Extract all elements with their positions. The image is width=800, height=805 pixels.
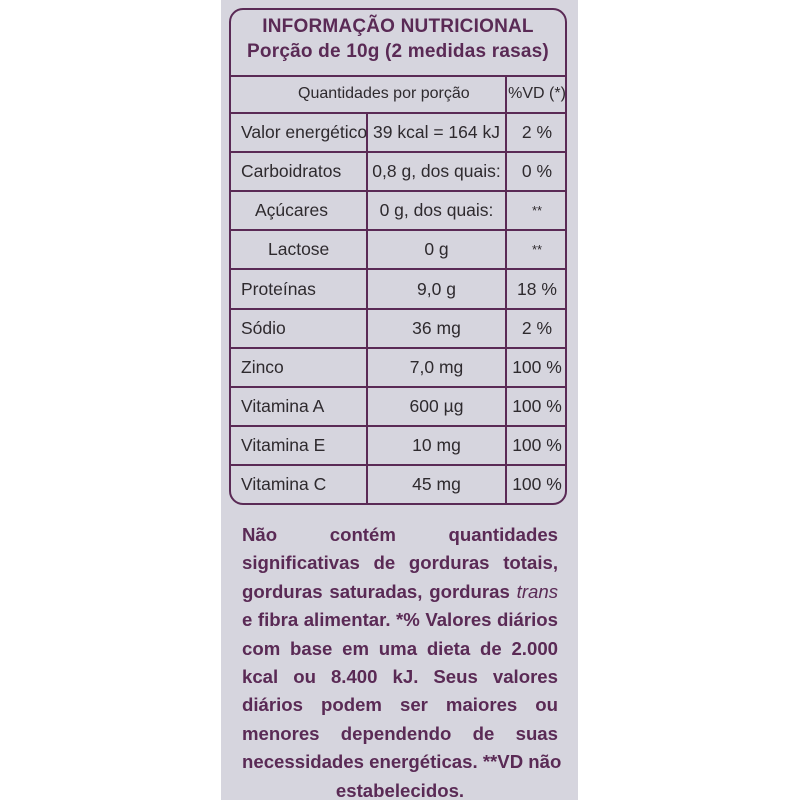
- nutrient-vd: **: [531, 203, 543, 218]
- nutrient-name: Vitamina C: [241, 474, 327, 494]
- footnote-line: menores dependendo de suas: [242, 722, 558, 744]
- nutrient-qty: 7,0 mg: [409, 357, 464, 377]
- nutrient-vd: 2 %: [521, 122, 553, 142]
- rule-under-title: [229, 75, 567, 77]
- nutrient-qty: 0 g: [424, 239, 449, 259]
- footnote-line: diários podem ser maiores ou: [242, 694, 558, 716]
- footnote-line: necessidades energéticas. **VD não: [242, 751, 562, 773]
- nutrient-name: Vitamina E: [241, 435, 326, 455]
- nutrient-qty: 0 g, dos quais:: [379, 200, 494, 220]
- header-quantities: Quantidades por porção: [298, 85, 470, 102]
- nutrient-qty: 9,0 g: [417, 279, 456, 299]
- nutrient-vd: 100 %: [512, 357, 562, 377]
- nutrient-vd: 0 %: [521, 161, 553, 181]
- nutrient-name: Vitamina A: [241, 396, 325, 416]
- header-vd: %VD (*): [508, 85, 566, 102]
- nutrient-vd: **: [531, 242, 543, 257]
- footnote-line: com base em uma dieta de 2.000: [242, 637, 558, 659]
- footnote-italic-trans: trans: [516, 580, 558, 602]
- nutrient-name: Carboidratos: [241, 161, 342, 181]
- footnote-line: e fibra alimentar. *% Valores diários: [242, 609, 558, 631]
- nutrient-name: Zinco: [241, 357, 284, 377]
- nutrient-name: Açúcares: [255, 200, 328, 220]
- nutrient-qty: 45 mg: [412, 474, 461, 494]
- serving-size: Porção de 10g (2 medidas rasas): [247, 41, 549, 62]
- nutrient-qty: 10 mg: [412, 435, 461, 455]
- footnote-text: gorduras saturadas, gorduras: [242, 580, 510, 602]
- nutrient-name: Proteínas: [241, 279, 316, 299]
- nutrient-vd: 18 %: [517, 279, 557, 299]
- nutrient-name: Valor energético: [241, 122, 368, 142]
- nutrient-vd: 100 %: [512, 474, 562, 494]
- table-title: [229, 14, 567, 64]
- nutrient-vd: 2 %: [521, 318, 553, 338]
- nutrient-vd: 100 %: [512, 396, 562, 416]
- footnote-line: significativas de gorduras totais,: [242, 552, 558, 574]
- footnote-line: Não contém quantidades: [242, 524, 558, 545]
- footnote-line: estabelecidos.: [335, 779, 465, 801]
- nutrient-qty: 39 kcal = 164 kJ: [373, 122, 500, 142]
- footnote-line: [242, 578, 558, 606]
- nutrient-qty: 600 µg: [409, 396, 464, 416]
- nutrient-vd: 100 %: [512, 435, 562, 455]
- nutrient-name: Lactose: [268, 239, 330, 259]
- footnote: [242, 521, 562, 805]
- nutrient-qty: 0,8 g, dos quais:: [372, 161, 501, 181]
- nutrient-qty: 36 mg: [412, 318, 461, 338]
- nutrient-name: Sódio: [241, 318, 286, 338]
- title-line-1: INFORMAÇÃO NUTRICIONAL: [262, 16, 534, 37]
- footnote-line: kcal ou 8.400 kJ. Seus valores: [242, 665, 558, 687]
